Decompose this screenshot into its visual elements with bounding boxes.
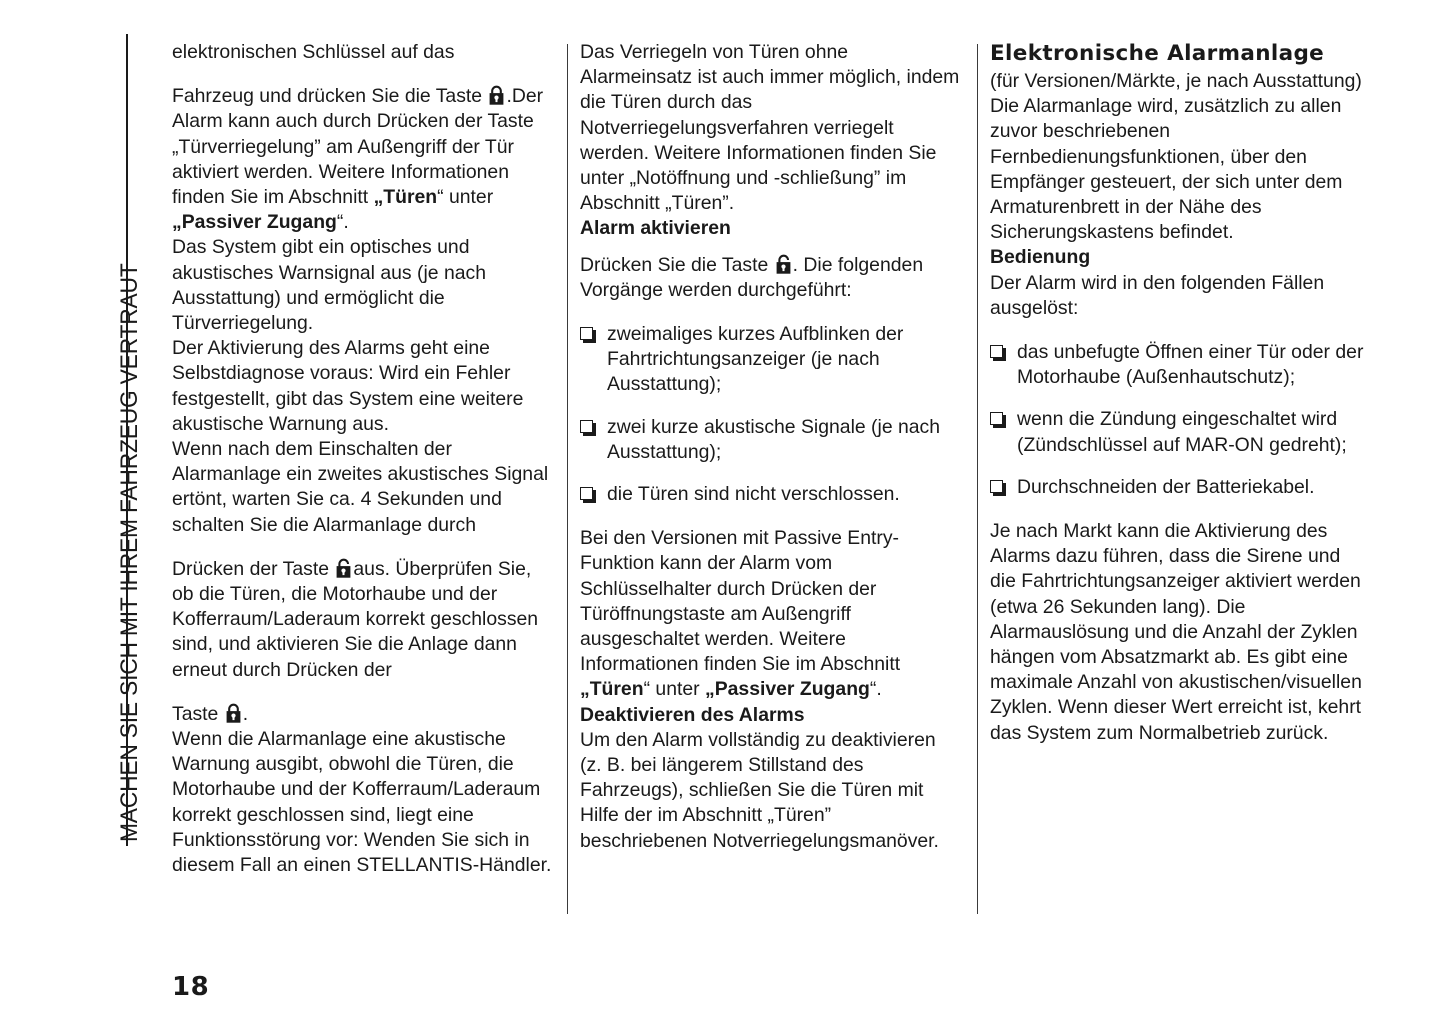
- running-head-label: MACHEN SIE SICH MIT IHREM FAHRZEUG VERTRAUT: [116, 263, 143, 842]
- list-item: [990, 475, 1370, 500]
- square-bullet-icon: [990, 345, 1004, 359]
- paragraph-c2-press-button-b: . Die folgenden Vorgänge werden durchgeführt:: [580, 253, 924, 301]
- list-item: [990, 340, 1370, 390]
- list-item: [580, 415, 960, 465]
- paragraph-c1-mid: “ unter: [437, 186, 494, 209]
- column-divider-2: [977, 44, 978, 914]
- paragraph-c1-activate-text-a: Fahrzeug und drücken Sie die Taste: [172, 85, 488, 108]
- bullet-list-alarm-activation: [580, 322, 960, 507]
- paragraph-c1-selfdiagnosis: Der Aktivierung des Alarms geht eine Selbstdiagnose voraus: Wird ein Fehler festgestellt, gibt das System eine weitere akustische Warnung aus.: [172, 337, 524, 435]
- paragraph-c2-press-button: [580, 253, 960, 303]
- bullet-list-alarm-triggers: [990, 340, 1370, 500]
- list-item-label: zwei kurze akustische Signale (je nach Ausstattung);: [607, 415, 941, 463]
- padlock-closed-icon: [225, 703, 242, 724]
- list-item: [580, 322, 960, 398]
- list-item-label: Durchschneiden der Batteriekabel.: [1017, 475, 1315, 498]
- running-head-tab: [88, 34, 143, 846]
- paragraph-c2-mid: “ unter: [643, 678, 705, 701]
- paragraph-c3-availability: (für Versionen/Märkte, je nach Ausstattung): [990, 70, 1362, 92]
- paragraph-c2-manual-locking: Das Verriegeln von Türen ohne Alarmeinsatz ist auch immer möglich, indem die Türen durch das Notverriegelungsverfahren verriegelt werden. Weitere Informationen finden Sie unter „Notöffnung und -schließung” im Abschnitt „Türen”.: [580, 41, 960, 215]
- page-title: Elektronische Alarmanlage: [990, 41, 1325, 66]
- paragraph-c1-press-lock: [172, 702, 552, 727]
- paragraph-c2-press-button-a: Drücken Sie die Taste: [580, 253, 774, 276]
- list-item: [580, 482, 960, 507]
- paragraph-c1-continuation: elektronischen Schlüssel auf das: [172, 41, 455, 63]
- paragraph-c3-siren-cycles: Je nach Markt kann die Aktivierung des Alarms dazu führen, dass die Sirene und die Fahrtrichtungsanzeiger aktiviert werden (etwa 26 Sekunden lang). Die Alarmauslösung und die Anzahl der Zyklen hängen vom Absatzmarkt ab. Es gibt eine maximale Anzahl von akustischen/visuellen Zyklen. Wenn dieser Wert erreicht ist, kehrt das System zum Normalbetrieb zurück.: [990, 520, 1362, 744]
- heading-bedienung: Bedienung: [990, 246, 1091, 269]
- paragraph-c2-passive-entry-text: Bei den Versionen mit Passive Entry-Funktion kann der Alarm vom Schlüsselhalter durch Drücken der Türöffnungstaste am Außengriff ausgeschaltet werden. Weitere Informationen finden Sie im Abschnitt: [580, 527, 901, 676]
- paragraph-c3-receiver: Die Alarmanlage wird, zusätzlich zu allen zuvor beschriebenen Fernbedienungsfunktionen, über den Empfänger gesteuert, der sich unter dem Armaturenbrett in der Nähe des Sicherungskastens befindet.: [990, 95, 1343, 244]
- paragraph-c1-press-unlock-a: Drücken der Taste: [172, 557, 335, 580]
- paragraph-c2-end: “.: [869, 678, 882, 701]
- padlock-open-icon: [775, 254, 792, 275]
- three-column-body: [172, 40, 1384, 920]
- heading-deaktivieren-des-alarms: Deaktivieren des Alarms: [580, 703, 805, 726]
- paragraph-c1-press-lock-b: .: [242, 702, 249, 725]
- heading-alarm-aktivieren: Alarm aktivieren: [580, 217, 731, 240]
- square-bullet-icon: [580, 487, 594, 501]
- list-item-label: das unbefugte Öffnen einer Tür oder der Motorhaube (Außenhautschutz);: [1017, 341, 1364, 389]
- text-column-2: [580, 40, 960, 854]
- paragraph-c1-system-signal: Das System gibt ein optisches und akustisches Warnsignal aus (je nach Ausstattung) und ermöglicht die Türverriegelung.: [172, 236, 486, 335]
- paragraph-c1-second-signal: Wenn nach dem Einschalten der Alarmanlage ein zweites akustisches Signal ertönt, warten Sie ca. 4 Sekunden und schalten Sie die Alarmanlage durch: [172, 438, 549, 536]
- square-bullet-icon: [580, 327, 594, 341]
- page-number: 18: [172, 972, 210, 1002]
- square-bullet-icon: [990, 412, 1004, 426]
- padlock-closed-icon: [488, 85, 505, 106]
- paragraph-c2-passive-entry: [580, 526, 960, 702]
- reference-doors-bold-c2: „Türen: [580, 678, 644, 701]
- list-item: [990, 407, 1370, 457]
- list-item-label: die Türen sind nicht verschlossen.: [607, 483, 900, 506]
- padlock-open-icon: [335, 558, 352, 579]
- paragraph-c1-activate-text-b: .: [506, 85, 512, 108]
- square-bullet-icon: [580, 420, 594, 434]
- paragraph-c1-end: “.: [336, 211, 349, 234]
- square-bullet-icon: [990, 480, 1004, 494]
- list-item-label: wenn die Zündung eingeschaltet wird (Zündschlüssel auf MAR-ON gedreht);: [1017, 408, 1347, 456]
- paragraph-c2-deactivate: Um den Alarm vollständig zu deaktivieren (z. B. bei längerem Stillstand des Fahrzeugs), schließen Sie die Türen mit Hilfe der im Abschnitt „Türen” beschriebenen Notverriegelungsmanöver.: [580, 728, 939, 852]
- column-divider-1: [567, 44, 568, 914]
- paragraph-c1-press-unlock: [172, 557, 552, 683]
- paragraph-c1-activate: [172, 84, 552, 235]
- reference-doors-bold-c1: „Türen: [373, 186, 438, 209]
- reference-passive-entry-bold-c1: „Passiver Zugang: [172, 211, 337, 234]
- paragraph-c1-activate-rest: Der Alarm kann auch durch Drücken der Taste „Türverriegelung” am Außengriff der Tür aktiviert werden. Weitere Informationen finden Sie im Abschnitt: [172, 85, 544, 209]
- paragraph-c1-press-unlock-b: aus. Überprüfen Sie, ob die Türen, die Motorhaube und der Kofferraum/Laderaum korrekt geschlossen sind, und aktivieren Sie die Anlage dann erneut durch Drücken der: [172, 557, 539, 681]
- reference-passive-entry-bold-c2: „Passiver Zugang: [705, 678, 870, 701]
- text-column-3: [990, 40, 1370, 746]
- text-column-1: [172, 40, 552, 878]
- list-item-label: zweimaliges kurzes Aufblinken der Fahrtrichtungsanzeiger (je nach Ausstattung);: [607, 323, 904, 396]
- paragraph-c3-trigger-intro: Der Alarm wird in den folgenden Fällen ausgelöst:: [990, 271, 1325, 319]
- paragraph-c1-press-lock-a: Taste: [172, 702, 224, 725]
- paragraph-c1-malfunction: Wenn die Alarmanlage eine akustische Warnung ausgibt, obwohl die Türen, die Motorhaube und der Kofferraum/Laderaum korrekt geschlossen sind, liegt eine Funktionsstörung vor: Wenden Sie sich in diesem Fall an einen STELLANTIS-Händler.: [172, 728, 552, 877]
